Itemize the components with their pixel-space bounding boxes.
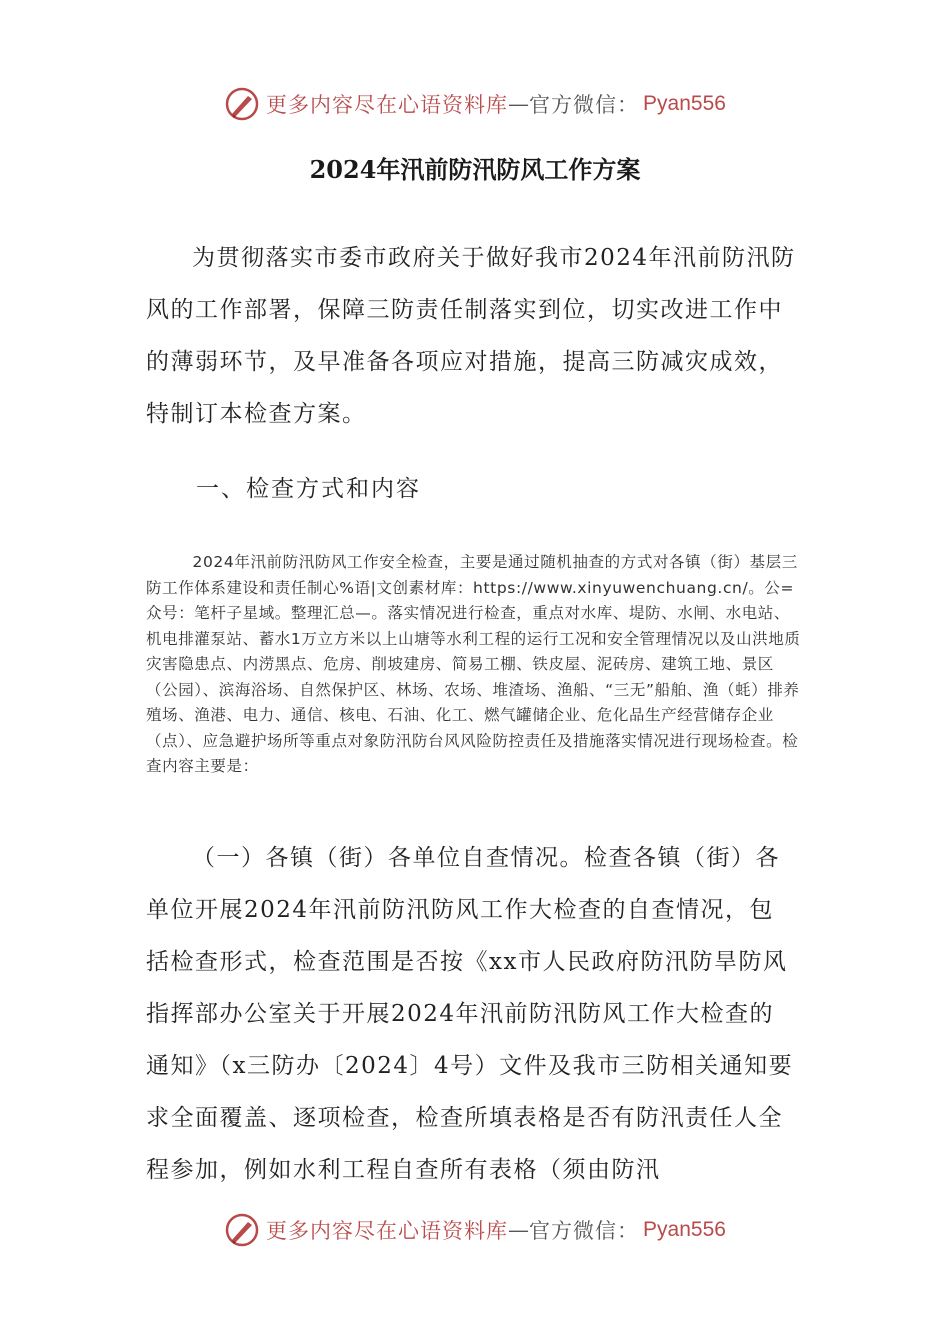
- pen-logo-icon: [224, 1212, 260, 1248]
- banner-brand: 更多内容尽在心语资料库: [266, 93, 509, 117]
- section-heading: 一、检查方式和内容: [196, 476, 421, 502]
- footer-banner: [0, 1208, 950, 1252]
- pen-logo-icon: [224, 86, 260, 122]
- banner-contact-label: 官方微信：: [529, 1219, 640, 1243]
- intro-paragraph: 为贯彻落实市委市政府关于做好我市2024年汛前防汛防风的工作部署，保障三防责任制落实到位，切实改进工作中的薄弱环节，及早准备各项应对措施，提高三防减灾成效，特制订本检查方案。: [146, 245, 796, 427]
- banner-contact-label: 官方微信：: [529, 93, 640, 117]
- document-title: 2024年汛前防汛防风工作方案: [309, 155, 641, 184]
- banner-separator: —: [508, 92, 530, 116]
- header-banner: [0, 82, 950, 126]
- subsection-paragraph: （一）各镇（街）各单位自查情况。检查各镇（街）各单位开展2024年汛前防汛防风工作大检查的自查情况，包括检查形式，检查范围是否按《xx市人民政府防汛防旱防风指挥部办公室关于开展2024年汛前防汛防风工作大检查的通知》（x三防办〔2024〕4号）文件及我市三防相关通知要求全面覆盖、逐项检查，检查所填表格是否有防汛责任人全程参加，例如水利工程自查所有表格（须由防汛: [146, 845, 794, 1183]
- banner-contact-value: Pyan556: [643, 92, 726, 115]
- banner-separator: —: [508, 1218, 530, 1242]
- section-body-paragraph: 2024年汛前防汛防风工作安全检查，主要是通过随机抽查的方式对各镇（街）基层三防工作体系建设和责任制心%语|文创素材库：https://www.xinyuwenchuang.cn/。公=众号：笔杆子星域。整理汇总—。落实情况进行检查，重点对水库、堤防、水闸、水电站、机电排灌泵站、蓄水1万立方米以上山塘等水利工程的运行工况和安全管理情况以及山洪地质灾害隐患点、内涝黑点、危房、削坡建房、简易工棚、铁皮屋、泥砖房、建筑工地、景区（公园）、滨海浴场、自然保护区、林场、农场、堆渣场、渔船、“三无”船舶、渔（蚝）排养殖场、渔港、电力、通信、核电、石油、化工、燃气罐储企业、危化品生产经营储存企业（点）、应急避护场所等重点对象防汛防台风风险防控责任及措施落实情况进行现场检查。检查内容主要是：: [146, 553, 801, 775]
- banner-contact-value: Pyan556: [643, 1218, 726, 1241]
- banner-brand: 更多内容尽在心语资料库: [266, 1219, 509, 1243]
